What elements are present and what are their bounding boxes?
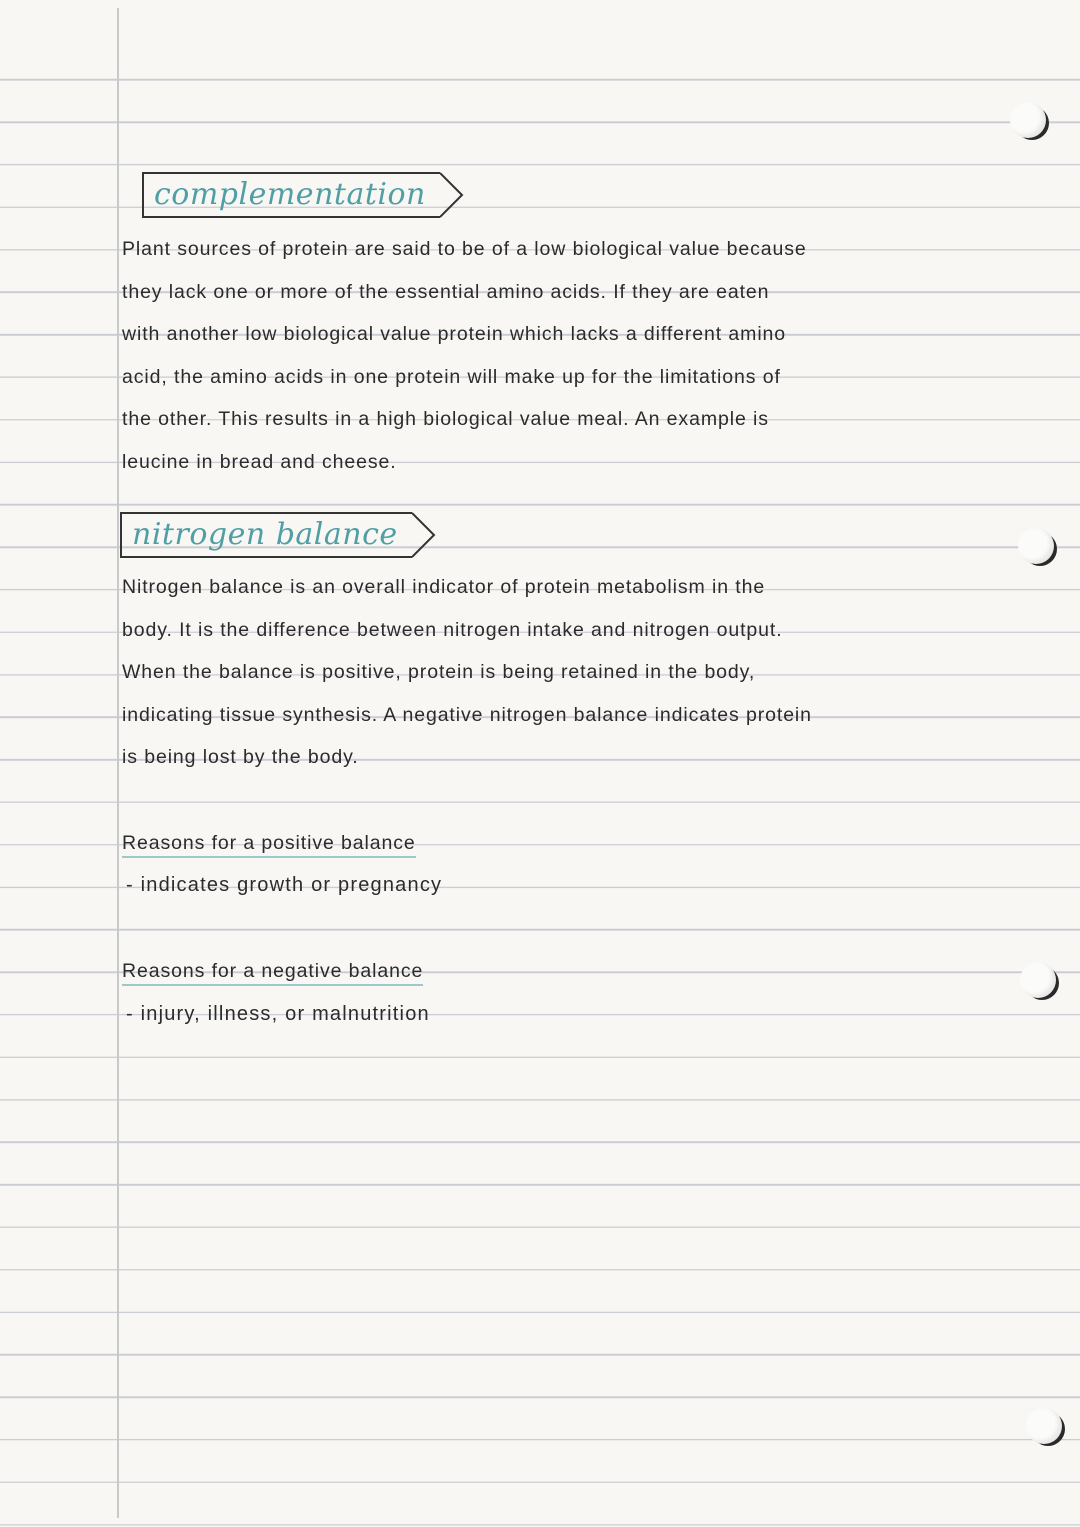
text-line: leucine in bread and cheese. [122, 450, 397, 473]
arrow-tab-icon [412, 512, 436, 558]
text-line: Nitrogen balance is an overall indicator of protein metabolism in the [122, 576, 766, 598]
list-item: - indicates growth or pregnancy [126, 874, 443, 896]
arrow-tab-icon [440, 172, 464, 218]
heading-complementation [142, 172, 464, 218]
text-line: with another low biological value protein which lacks a different amino [122, 323, 787, 345]
heading-nitrogen-balance [120, 512, 436, 558]
punch-hole [1020, 962, 1056, 998]
paragraph-nitrogen-balance [122, 566, 1022, 779]
text-line: Plant sources of protein are said to be of a low biological value because [122, 238, 807, 260]
heading-label: complementation [142, 172, 440, 218]
text-line: When the balance is positive, protein is being retained in the body, [122, 661, 756, 683]
subheading-negative-balance: Reasons for a negative balance [122, 960, 423, 986]
punch-hole [1010, 102, 1046, 138]
text-line: the other. This results in a high biological value meal. An example is [122, 408, 769, 430]
text-line: indicating tissue synthesis. A negative nitrogen balance indicates protein [122, 703, 812, 726]
punch-hole [1026, 1408, 1062, 1444]
punch-hole [1018, 528, 1054, 564]
text-line: is being lost by the body. [122, 746, 359, 768]
heading-label: nitrogen balance [120, 512, 412, 558]
text-line: acid, the amino acids in one protein will make up for the limitations of [122, 365, 781, 388]
paragraph-complementation [122, 228, 1022, 483]
list-item: - injury, illness, or malnutrition [126, 1003, 430, 1025]
text-line: they lack one or more of the essential amino acids. If they are eaten [122, 280, 770, 303]
margin-line [117, 8, 119, 1518]
text-line: body. It is the difference between nitrogen intake and nitrogen output. [122, 618, 783, 641]
subheading-positive-balance: Reasons for a positive balance [122, 832, 416, 858]
